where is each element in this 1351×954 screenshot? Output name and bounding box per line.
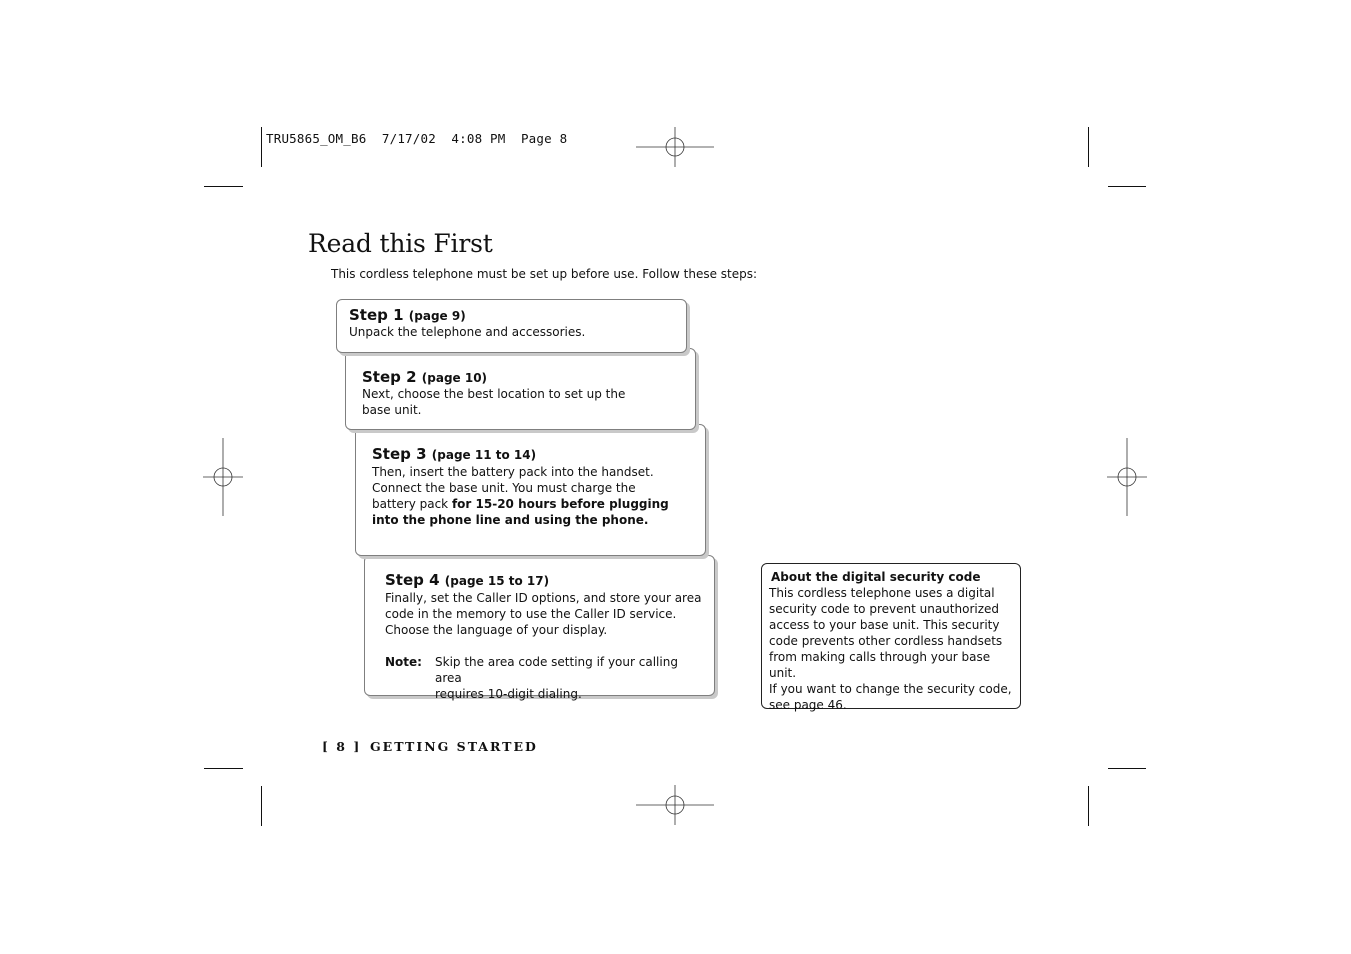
security-code-sidebar bbox=[761, 563, 1021, 712]
sidebar-line: see page 46. bbox=[769, 698, 847, 712]
step-2-label: Step 2 bbox=[362, 368, 417, 386]
note-line: Skip the area code setting if your calling area bbox=[435, 655, 678, 685]
step-3-text bbox=[372, 464, 702, 528]
step-4-line: Choose the language of your display. bbox=[385, 623, 608, 637]
registration-mark-icon bbox=[203, 438, 243, 516]
step-3-page: (page 11 to 14) bbox=[431, 448, 537, 462]
step-3-box bbox=[355, 424, 706, 556]
print-slug: TRU5865_OM_B6 7/17/02 4:08 PM Page 8 bbox=[266, 131, 568, 146]
registration-mark-icon bbox=[636, 785, 714, 825]
step-3-text-plain: battery pack bbox=[372, 497, 452, 511]
step-3-line bbox=[372, 512, 702, 528]
step-3-text-bold: for 15-20 hours before plugging bbox=[451, 497, 669, 511]
step-4-line: code in the memory to use the Caller ID service. bbox=[385, 607, 677, 621]
step-2-box bbox=[345, 348, 696, 430]
section-name: GETTING STARTED bbox=[370, 739, 538, 754]
step-4-note bbox=[385, 654, 715, 701]
step-1-heading bbox=[349, 306, 466, 325]
crop-mark bbox=[204, 768, 243, 769]
step-1-box bbox=[336, 299, 687, 353]
step-3-line: Then, insert the battery pack into the handset. bbox=[372, 465, 654, 479]
crop-mark bbox=[1108, 768, 1146, 769]
registration-mark-icon bbox=[1107, 438, 1147, 516]
step-2-text bbox=[362, 386, 692, 418]
note-text bbox=[435, 654, 705, 702]
step-3-line bbox=[372, 496, 702, 512]
step-2-page: (page 10) bbox=[421, 371, 488, 385]
sidebar-line: access to your base unit. This security bbox=[769, 618, 1000, 632]
step-3-heading bbox=[372, 445, 536, 464]
step-1-line: Unpack the telephone and accessories. bbox=[349, 325, 586, 339]
step-4-box bbox=[364, 555, 715, 701]
step-4-line: Finally, set the Caller ID options, and store your area bbox=[385, 591, 702, 605]
intro-text: This cordless telephone must be set up before use. Follow these steps: bbox=[331, 267, 758, 281]
note-line: requires 10-digit dialing. bbox=[435, 687, 582, 701]
sidebar-line: If you want to change the security code, bbox=[769, 682, 1012, 696]
crop-mark bbox=[1088, 127, 1089, 167]
step-3-line: Connect the base unit. You must charge the bbox=[372, 481, 636, 495]
sidebar-line: This cordless telephone uses a digital bbox=[769, 586, 995, 600]
step-2-heading bbox=[362, 368, 487, 387]
crop-mark bbox=[204, 186, 243, 187]
page-number: [ 8 ] bbox=[322, 739, 362, 754]
step-4-page: (page 15 to 17) bbox=[444, 574, 550, 588]
note-label: Note: bbox=[385, 655, 422, 669]
step-2-line: base unit. bbox=[362, 403, 422, 417]
crop-mark bbox=[1108, 186, 1146, 187]
step-1-page: (page 9) bbox=[408, 309, 466, 323]
sidebar-line: code prevents other cordless handsets bbox=[769, 634, 1003, 648]
sidebar-line: from making calls through your base unit. bbox=[769, 650, 991, 680]
page-title: Read this First bbox=[308, 229, 493, 258]
sidebar-line: security code to prevent unauthorized bbox=[769, 602, 1000, 616]
step-1-label: Step 1 bbox=[349, 306, 404, 324]
step-2-line: Next, choose the best location to set up the bbox=[362, 387, 626, 401]
crop-mark bbox=[261, 786, 262, 826]
sidebar-text bbox=[769, 585, 1019, 713]
step-3-text-bold: into the phone line and using the phone. bbox=[372, 513, 649, 527]
sidebar-title: About the digital security code bbox=[771, 570, 981, 584]
step-4-text bbox=[385, 590, 710, 638]
step-1-text bbox=[349, 324, 679, 340]
step-3-label: Step 3 bbox=[372, 445, 427, 463]
step-4-label: Step 4 bbox=[385, 571, 440, 589]
step-4-heading bbox=[385, 571, 549, 590]
registration-mark-icon bbox=[636, 127, 714, 167]
crop-mark bbox=[1088, 786, 1089, 826]
crop-mark bbox=[261, 127, 262, 167]
